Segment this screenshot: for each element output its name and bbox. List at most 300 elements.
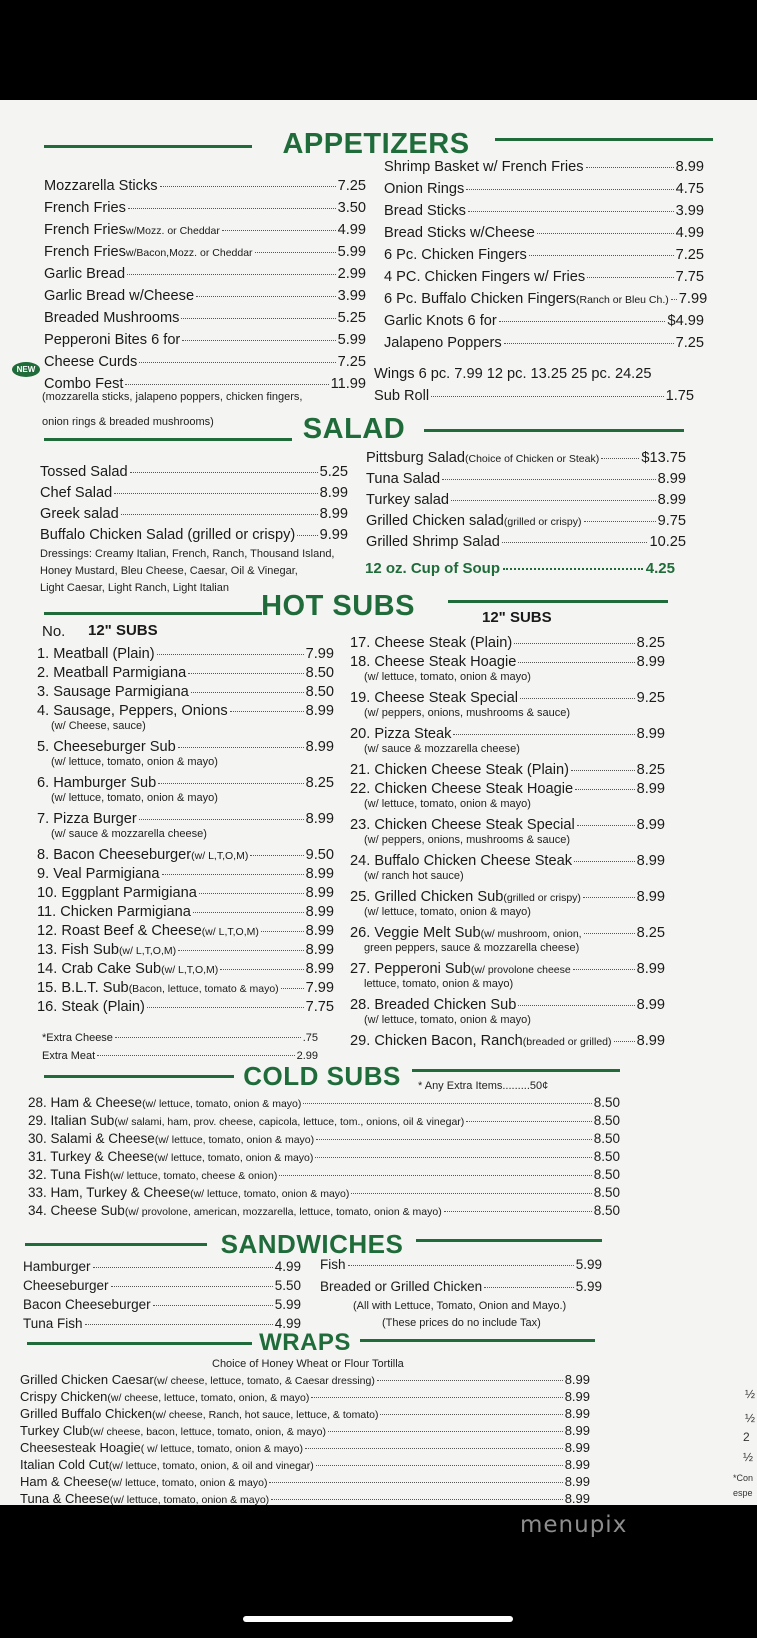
menu-item xyxy=(44,244,366,262)
item-name: 4. Sausage, Peppers, Onions xyxy=(37,703,228,719)
item-leader xyxy=(520,698,635,699)
menu-item xyxy=(350,853,665,870)
item-price: 7.25 xyxy=(337,354,366,370)
item-leader xyxy=(250,855,303,856)
item-name: Breaded or Grilled Chicken xyxy=(320,1279,483,1294)
item-name: 20. Pizza Steak xyxy=(350,726,452,742)
item-note: (w/ L,T,O,M) xyxy=(161,964,219,976)
menu-item xyxy=(28,1184,620,1203)
menu-item xyxy=(40,485,348,502)
item-note: (w/ provolone cheese xyxy=(470,964,571,976)
menu-item xyxy=(384,291,708,309)
item-name: 29. Chicken Bacon, Ranch xyxy=(350,1033,523,1049)
menu-item xyxy=(350,997,665,1014)
menu-item xyxy=(37,775,334,792)
item-leader xyxy=(188,673,303,674)
item-note: (w/ L,T,O,M) xyxy=(201,926,259,938)
item-leader xyxy=(574,861,635,862)
item-name: 25. Grilled Chicken Sub xyxy=(350,889,504,905)
item-leader xyxy=(114,493,317,494)
item-name: Cheesesteak Hoagie xyxy=(20,1440,141,1455)
item-name: Shrimp Basket w/ French Fries xyxy=(384,159,584,175)
item-leader xyxy=(130,472,318,473)
item-leader xyxy=(178,747,304,748)
menu-item xyxy=(366,471,686,488)
item-price: 8.99 xyxy=(564,1457,590,1472)
item-leader xyxy=(431,396,663,397)
item-price: 8.25 xyxy=(636,762,665,778)
menu-item xyxy=(350,817,665,834)
menu-item xyxy=(350,690,665,707)
item-name: Onion Rings xyxy=(384,181,465,197)
item-name: 26. Veggie Melt Sub xyxy=(350,925,481,941)
item-desc: (w/ sauce & mozzarella cheese) xyxy=(51,828,207,840)
menu-item xyxy=(37,739,334,756)
menu-item xyxy=(350,925,665,943)
soup-price: 4.25 xyxy=(645,560,675,577)
item-price: 5.99 xyxy=(575,1279,602,1294)
item-name: 14. Crab Cake Sub xyxy=(37,961,162,977)
item-leader xyxy=(504,343,674,344)
item-leader xyxy=(281,988,304,989)
item-note: (breaded or grilled) xyxy=(522,1036,612,1048)
item-price: 8.99 xyxy=(675,159,704,175)
item-leader xyxy=(125,384,328,385)
heading-hot-subs-text: HOT SUBS xyxy=(261,590,415,622)
item-price: 5.25 xyxy=(337,310,366,326)
menu-item xyxy=(37,847,334,865)
item-name: 30. Salami & Cheese xyxy=(28,1131,155,1146)
item-leader xyxy=(586,167,674,168)
item-leader xyxy=(128,208,336,209)
item-leader xyxy=(193,912,304,913)
item-price: 4.75 xyxy=(675,181,704,197)
item-note: (grilled or crispy) xyxy=(503,892,581,904)
item-price: 3.99 xyxy=(337,288,366,304)
item-desc: (w/ sauce & mozzarella cheese) xyxy=(364,743,520,755)
item-price: 8.99 xyxy=(305,703,334,719)
item-name: 28. Breaded Chicken Sub xyxy=(350,997,517,1013)
menu-item xyxy=(28,1112,620,1131)
item-name: 11. Chicken Parmigiana xyxy=(37,904,191,920)
menu-item xyxy=(28,1148,620,1167)
item-leader xyxy=(573,969,635,970)
menu-item xyxy=(42,1048,318,1065)
item-price: 1.75 xyxy=(665,388,694,404)
item-leader xyxy=(111,1286,273,1287)
item-desc: (w/ peppers, onions, mushrooms & sauce) xyxy=(364,834,571,846)
item-price: 8.99 xyxy=(564,1423,590,1438)
item-name: 6 Pc. Buffalo Chicken Fingers xyxy=(384,291,576,307)
item-leader xyxy=(584,521,656,522)
item-price: 8.50 xyxy=(593,1131,620,1146)
item-leader xyxy=(160,186,336,187)
item-price: 8.99 xyxy=(636,726,665,742)
item-name: Grilled Shrimp Salad xyxy=(366,534,500,550)
item-desc: (w/ lettuce, tomato, onion & mayo) xyxy=(51,792,218,804)
item-price: 4.99 xyxy=(337,222,366,238)
menu-item xyxy=(37,684,334,701)
item-price: 8.50 xyxy=(305,684,334,700)
menu-item xyxy=(37,885,334,902)
item-price: 9.75 xyxy=(657,513,686,529)
menu-item xyxy=(320,1278,602,1295)
item-leader xyxy=(199,893,304,894)
item-leader xyxy=(269,1482,562,1483)
item-note: (w/ lettuce, tomato, onion & mayo) xyxy=(108,1477,268,1489)
hot-subs-no: No. xyxy=(42,623,66,640)
item-name: 32. Tuna Fish xyxy=(28,1167,110,1182)
item-price: 8.99 xyxy=(636,889,665,905)
item-price: 7.25 xyxy=(675,335,704,351)
edge-fragment: 2 xyxy=(743,1430,750,1444)
item-name: 3. Sausage Parmigiana xyxy=(37,684,189,700)
item-name: 17. Cheese Steak (Plain) xyxy=(350,635,513,651)
item-price: 8.99 xyxy=(657,471,686,487)
heading-salad-text: SALAD xyxy=(302,413,406,445)
item-leader xyxy=(127,274,335,275)
item-leader xyxy=(518,1005,634,1006)
item-price: 8.50 xyxy=(593,1113,620,1128)
combo-desc-2: onion rings & breaded mushrooms) xyxy=(42,416,214,428)
item-name: 10. Eggplant Parmigiana xyxy=(37,885,197,901)
soup-row xyxy=(365,560,675,577)
item-name: Tuna Fish xyxy=(23,1316,83,1331)
item-name: Tuna & Cheese xyxy=(20,1491,110,1506)
menu-item xyxy=(44,200,366,217)
item-leader xyxy=(466,189,673,190)
item-name: Breaded Mushrooms xyxy=(44,310,180,326)
item-name: 31. Turkey & Cheese xyxy=(28,1149,155,1164)
item-price: 8.50 xyxy=(593,1095,620,1110)
menu-item xyxy=(366,450,686,468)
item-name: Sub Roll xyxy=(374,388,430,404)
item-leader xyxy=(158,783,303,784)
item-price: 7.75 xyxy=(305,999,334,1015)
item-leader xyxy=(220,969,303,970)
item-leader xyxy=(502,542,648,543)
item-leader xyxy=(279,1175,591,1176)
item-leader xyxy=(93,1267,273,1268)
item-price: 7.25 xyxy=(337,178,366,194)
menu-item xyxy=(23,1277,301,1294)
menu-item xyxy=(350,889,665,907)
item-leader xyxy=(577,825,635,826)
item-name: Pepperoni Bites 6 for xyxy=(44,332,181,348)
item-name: Hamburger xyxy=(23,1259,91,1274)
item-price: 5.99 xyxy=(337,244,366,260)
item-price: 8.50 xyxy=(305,665,334,681)
item-price: 8.99 xyxy=(305,961,334,977)
item-note: (w/ lettuce, tomato, onion & mayo) xyxy=(142,1098,302,1110)
item-price: 8.99 xyxy=(305,739,334,755)
item-price: $13.75 xyxy=(641,450,686,466)
item-leader xyxy=(453,734,634,735)
item-name: 13. Fish Sub xyxy=(37,942,119,958)
item-name: 23. Chicken Cheese Steak Special xyxy=(350,817,575,833)
item-name: Tossed Salad xyxy=(40,464,128,480)
item-note: (w/ cheese, Ranch, hot sauce, lettuce, & tomato) xyxy=(152,1409,379,1421)
item-name: Tuna Salad xyxy=(366,471,441,487)
menu-item xyxy=(37,703,334,720)
menu-item xyxy=(37,646,334,663)
menu-item xyxy=(384,225,704,242)
item-price: 4.99 xyxy=(675,225,704,241)
item-price: 8.99 xyxy=(564,1491,590,1506)
item-note: ( w/ lettuce, tomato, onion & mayo) xyxy=(140,1443,303,1455)
new-badge: NEW xyxy=(12,362,40,377)
dressings-line-1: Dressings: Creamy Italian, French, Ranch, Thousand Island, xyxy=(40,548,335,560)
home-indicator[interactable] xyxy=(243,1616,513,1622)
item-price: 7.99 xyxy=(305,980,334,996)
item-price: 5.99 xyxy=(274,1297,301,1312)
item-leader xyxy=(315,1157,591,1158)
item-price: 5.99 xyxy=(337,332,366,348)
menu-item xyxy=(40,464,348,481)
item-price: 8.99 xyxy=(636,654,665,670)
item-note: (w/ cheese, bacon, lettuce, tomato, onion, & mayo) xyxy=(89,1426,326,1438)
edge-fragment: ½ xyxy=(745,1411,756,1425)
menu-item xyxy=(384,203,704,220)
item-name: 15. B.L.T. Sub xyxy=(37,980,129,996)
menu-item xyxy=(37,999,334,1016)
item-note: (w/ provolone, american, mozzarella, lettuce, tomato, onion & mayo) xyxy=(124,1206,442,1218)
item-name: 18. Cheese Steak Hoagie xyxy=(350,654,517,670)
item-price: 8.99 xyxy=(319,506,348,522)
menu-item xyxy=(37,923,334,941)
item-name: Buffalo Chicken Salad (grilled or crispy) xyxy=(40,527,296,543)
item-leader xyxy=(584,933,635,934)
item-leader xyxy=(230,711,304,712)
edge-fragment: ½ xyxy=(743,1450,754,1464)
item-price: 8.99 xyxy=(636,997,665,1013)
item-note: (Bacon, lettuce, tomato & mayo) xyxy=(128,983,279,995)
item-name: 1. Meatball (Plain) xyxy=(37,646,155,662)
item-name: 33. Ham, Turkey & Cheese xyxy=(28,1185,191,1200)
item-desc: (w/ Cheese, sauce) xyxy=(51,720,146,732)
menu-item xyxy=(44,266,366,283)
item-name: Bread Sticks w/Cheese xyxy=(384,225,535,241)
item-note: (w/ L,T,O,M) xyxy=(118,945,177,957)
item-price: 8.99 xyxy=(564,1389,590,1404)
item-leader xyxy=(182,340,335,341)
item-price: 7.99 xyxy=(678,291,708,307)
item-leader xyxy=(255,252,336,253)
item-leader xyxy=(442,479,655,480)
menu-item xyxy=(37,866,334,883)
item-name: Extra Meat xyxy=(42,1050,96,1062)
item-leader xyxy=(222,230,336,231)
item-leader xyxy=(377,1380,563,1381)
item-price: 8.99 xyxy=(305,811,334,827)
menu-item xyxy=(37,961,334,979)
menu-item xyxy=(384,181,704,198)
menu-item xyxy=(350,762,665,779)
menu-item xyxy=(44,222,366,240)
item-leader xyxy=(162,874,304,875)
menu-item xyxy=(37,811,334,828)
menu-item xyxy=(350,654,665,671)
item-price: 11.99 xyxy=(330,376,366,392)
heading-appetizers-text: APPETIZERS xyxy=(282,128,470,160)
item-price: 4.99 xyxy=(274,1259,301,1274)
item-note: (grilled or crispy) xyxy=(503,516,582,528)
item-name: 9. Veal Parmigiana xyxy=(37,866,160,882)
menu-item xyxy=(20,1490,590,1509)
item-leader xyxy=(466,1121,591,1122)
item-price: 8.50 xyxy=(593,1149,620,1164)
item-price: 8.99 xyxy=(657,492,686,508)
item-name: French Fries xyxy=(44,244,126,260)
menu-item xyxy=(350,726,665,743)
item-name: Garlic Knots 6 for xyxy=(384,313,497,329)
item-leader xyxy=(157,654,304,655)
item-name: 19. Cheese Steak Special xyxy=(350,690,518,706)
item-leader xyxy=(311,1397,562,1398)
item-leader xyxy=(316,1139,592,1140)
item-leader xyxy=(444,1211,592,1212)
item-name: Garlic Bread xyxy=(44,266,126,282)
item-leader xyxy=(529,255,674,256)
item-leader xyxy=(271,1499,563,1500)
menu-item xyxy=(350,781,665,798)
item-leader xyxy=(518,662,634,663)
sandwich-note-1: (All with Lettuce, Tomato, Onion and Mayo.) xyxy=(353,1300,567,1312)
menu-item xyxy=(40,506,348,523)
item-note: (w/ lettuce, tomato, onion & mayo) xyxy=(190,1188,350,1200)
item-leader xyxy=(115,1037,301,1038)
item-desc: lettuce, tomato, onion & mayo) xyxy=(364,978,514,990)
dressings-line-2: Honey Mustard, Bleu Cheese, Caesar, Oil & Vinegar, xyxy=(40,565,298,577)
menu-item xyxy=(23,1296,301,1313)
item-name: 2. Meatball Parmigiana xyxy=(37,665,187,681)
item-leader xyxy=(139,819,304,820)
item-price: 5.99 xyxy=(575,1257,602,1272)
item-leader xyxy=(671,299,677,300)
item-price: 5.50 xyxy=(274,1278,301,1293)
item-note: (w/ lettuce, tomato, onion & mayo) xyxy=(109,1494,270,1506)
item-price: 5.25 xyxy=(319,464,348,480)
menu-item xyxy=(374,388,694,405)
item-note: (w/ salami, ham, prov. cheese, capicola, lettuce, tom., onions, oil & vinegar) xyxy=(114,1116,465,1128)
menu-item xyxy=(28,1166,620,1185)
item-price: 8.99 xyxy=(305,942,334,958)
item-price: 2.99 xyxy=(337,266,366,282)
menu-item xyxy=(44,178,366,195)
item-price: 8.50 xyxy=(593,1167,620,1182)
item-name: 12. Roast Beef & Cheese xyxy=(37,923,202,939)
item-name: 27. Pepperoni Sub xyxy=(350,961,471,977)
item-note: (w/ lettuce, tomato, onion & mayo) xyxy=(154,1152,314,1164)
menu-item xyxy=(384,269,704,286)
menu-item xyxy=(37,904,334,921)
item-name: Grilled Chicken Caesar xyxy=(20,1372,154,1387)
hot-subs-size-left: 12" SUBS xyxy=(88,622,158,639)
item-name: Garlic Bread w/Cheese xyxy=(44,288,195,304)
item-note: (Choice of Chicken or Steak) xyxy=(464,453,600,465)
item-name: 5. Cheeseburger Sub xyxy=(37,739,176,755)
item-price: 9.99 xyxy=(319,527,348,543)
item-leader xyxy=(85,1324,273,1325)
item-note: (w/ lettuce, tomato, onion, & oil and vinegar) xyxy=(108,1460,314,1472)
menu-item xyxy=(37,942,334,960)
item-price: 8.50 xyxy=(593,1185,620,1200)
soup-name: 12 oz. Cup of Soup xyxy=(365,560,500,577)
item-price: 8.99 xyxy=(305,866,334,882)
item-desc: (w/ peppers, onions, mushrooms & sauce) xyxy=(364,707,571,719)
item-leader xyxy=(575,789,634,790)
item-price: 8.99 xyxy=(564,1440,590,1455)
item-leader xyxy=(328,1431,563,1432)
item-leader xyxy=(571,770,635,771)
item-leader xyxy=(583,897,635,898)
item-price: $4.99 xyxy=(667,313,704,329)
item-price: 2.99 xyxy=(296,1050,318,1062)
item-price: 8.99 xyxy=(636,961,665,977)
hot-subs-size-right: 12" SUBS xyxy=(482,609,552,626)
item-desc: (w/ ranch hot sauce) xyxy=(364,870,464,882)
item-leader xyxy=(451,500,656,501)
item-price: 4.99 xyxy=(274,1316,301,1331)
item-name: Grilled Buffalo Chicken xyxy=(20,1406,152,1421)
item-leader xyxy=(514,643,634,644)
item-price: 8.99 xyxy=(564,1406,590,1421)
item-name: Jalapeno Poppers xyxy=(384,335,502,351)
heading-cold-subs-text: COLD SUBS xyxy=(243,1061,401,1091)
item-leader xyxy=(297,535,317,536)
item-note: (w/ lettuce, tomato, onion & mayo) xyxy=(154,1134,315,1146)
item-name: 16. Steak (Plain) xyxy=(37,999,145,1015)
item-note: (w/ L,T,O,M) xyxy=(191,850,249,862)
menu-item xyxy=(28,1094,620,1113)
item-leader xyxy=(380,1414,562,1415)
item-price: 3.50 xyxy=(337,200,366,216)
item-name: Ham & Cheese xyxy=(20,1474,109,1489)
item-name: Crispy Chicken xyxy=(20,1389,108,1404)
item-leader xyxy=(97,1055,294,1056)
item-leader xyxy=(147,1007,304,1008)
item-price: 8.99 xyxy=(636,817,665,833)
item-name: French Fries xyxy=(44,222,126,238)
item-price: 8.99 xyxy=(564,1372,590,1387)
dressings-line-3: Light Caesar, Light Ranch, Light Italian xyxy=(40,582,229,594)
item-name: Cheeseburger xyxy=(23,1278,109,1293)
item-leader xyxy=(537,233,674,234)
heading-sandwiches-text: SANDWICHES xyxy=(220,1229,404,1259)
item-name: Italian Cold Cut xyxy=(20,1457,109,1472)
item-leader xyxy=(601,458,639,459)
menu-item xyxy=(366,513,686,531)
item-desc: (w/ lettuce, tomato, onion & mayo) xyxy=(364,798,531,810)
item-note: (w/ cheese, lettuce, tomato, onion, & mayo) xyxy=(107,1392,310,1404)
watermark-text: menupix xyxy=(520,1512,628,1538)
item-leader xyxy=(191,692,304,693)
edge-fragment: *Con xyxy=(733,1473,754,1483)
menu-item xyxy=(28,1202,620,1221)
item-price: 9.25 xyxy=(636,690,665,706)
menu-item xyxy=(44,310,366,327)
item-name: 28. Ham & Cheese xyxy=(28,1095,143,1110)
item-price: 8.99 xyxy=(305,885,334,901)
item-price: 8.99 xyxy=(636,1033,665,1049)
item-price: 9.50 xyxy=(305,847,334,863)
item-leader xyxy=(181,318,335,319)
item-leader xyxy=(121,514,318,515)
menu-item xyxy=(40,527,348,544)
item-leader xyxy=(261,931,304,932)
menu-item xyxy=(44,332,366,349)
item-name: *Extra Cheese xyxy=(42,1032,113,1044)
